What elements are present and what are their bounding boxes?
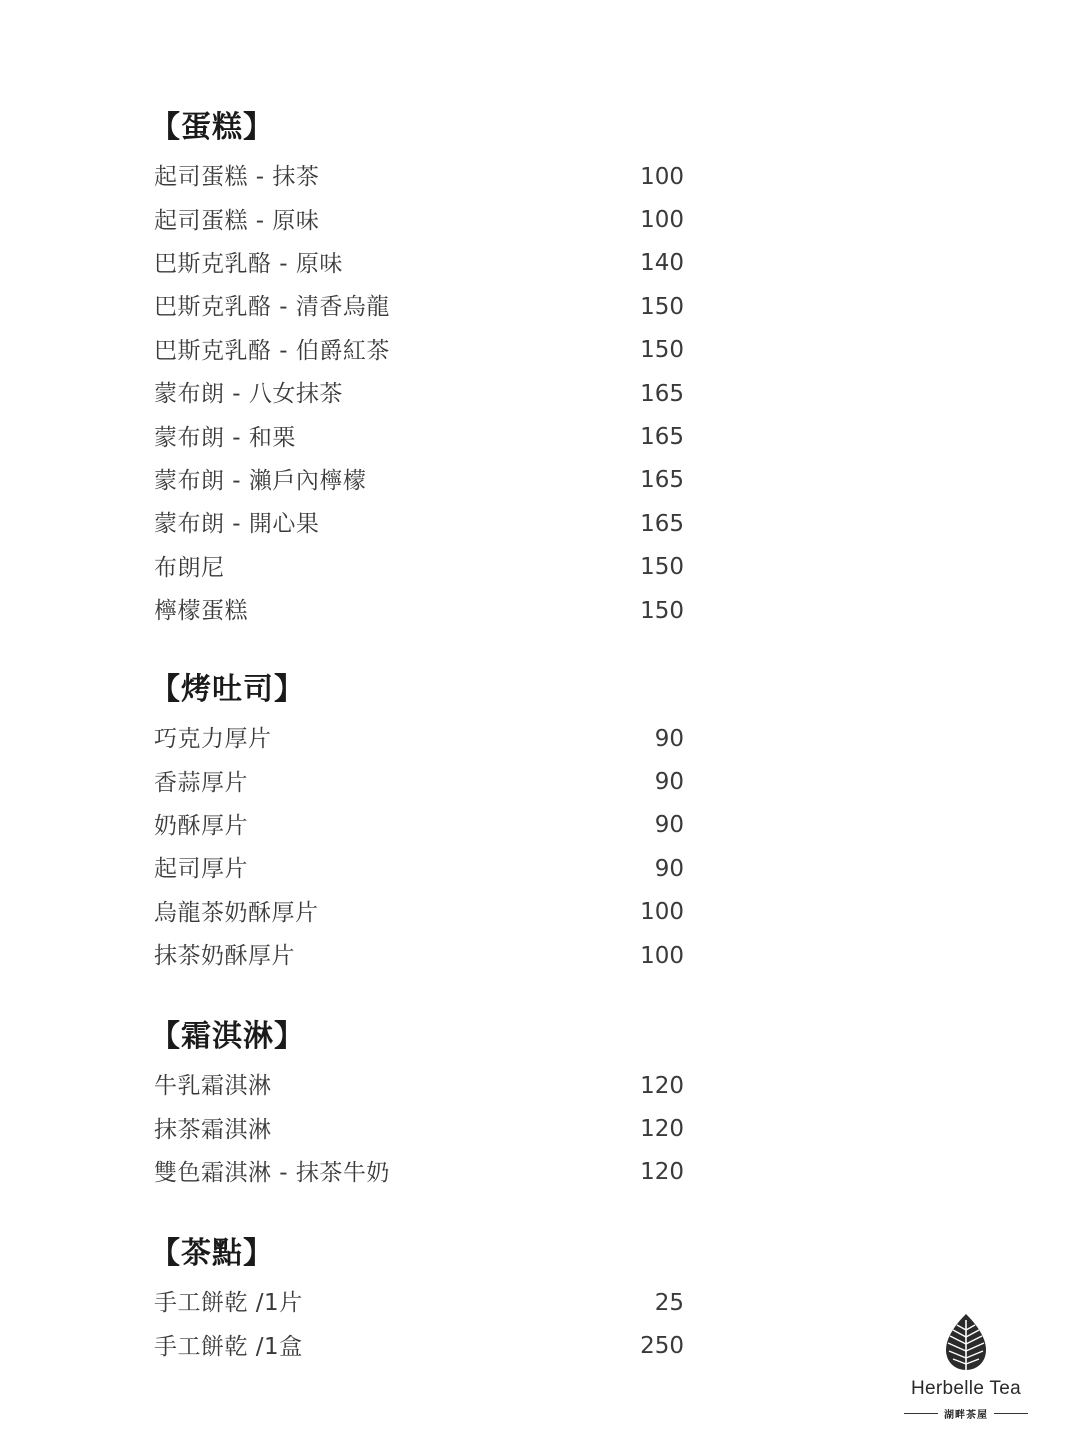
item-name: 起司蛋糕 - 抹茶 — [154, 164, 320, 191]
menu-item — [150, 327, 690, 370]
item-name: 起司蛋糕 - 原味 — [154, 207, 320, 234]
item-name: 巧克力厚片 — [154, 726, 272, 753]
menu-list — [150, 1279, 690, 1366]
item-price: 165 — [640, 510, 684, 537]
item-name: 蒙布朗 - 和栗 — [154, 424, 296, 451]
item-price: 140 — [640, 250, 684, 277]
item-name: 抹茶奶酥厚片 — [154, 943, 295, 970]
menu-item — [150, 932, 690, 975]
brand-subtitle: 湖畔茶屋 — [944, 1410, 988, 1421]
item-name: 抹茶霜淇淋 — [154, 1116, 272, 1143]
menu-list — [150, 1062, 690, 1192]
section-title: 【霜淇淋】 — [150, 1019, 305, 1054]
brand-logo — [896, 1312, 1036, 1421]
menu-item — [150, 1105, 690, 1148]
item-name: 手工餅乾 /1片 — [154, 1290, 303, 1317]
item-price: 100 — [640, 163, 684, 190]
item-price: 150 — [640, 293, 684, 320]
item-price: 165 — [640, 380, 684, 407]
item-price: 120 — [640, 1072, 684, 1099]
menu-item — [150, 1062, 690, 1105]
item-price: 250 — [640, 1333, 684, 1360]
item-name: 檸檬蛋糕 — [154, 598, 248, 625]
menu-item — [150, 283, 690, 326]
item-name: 奶酥厚片 — [154, 812, 248, 839]
menu-item — [150, 240, 690, 283]
menu-item — [150, 715, 690, 758]
divider-line — [904, 1413, 938, 1414]
menu-item — [150, 758, 690, 801]
menu-item — [150, 587, 690, 630]
item-name: 香蒜厚片 — [154, 769, 248, 796]
item-price: 120 — [640, 1116, 684, 1143]
item-name: 布朗尼 — [154, 554, 225, 581]
item-price: 90 — [654, 855, 684, 882]
item-name: 巴斯克乳酪 - 清香烏龍 — [154, 294, 390, 321]
section-soft-serve — [150, 1015, 690, 1192]
item-name: 牛乳霜淇淋 — [154, 1073, 272, 1100]
brand-subtitle-row — [896, 1406, 1036, 1421]
item-price: 90 — [654, 812, 684, 839]
brand-name: Herbelle Tea — [911, 1378, 1021, 1399]
item-price: 165 — [640, 424, 684, 451]
menu-item — [150, 802, 690, 845]
menu-item — [150, 153, 690, 196]
item-name: 烏龍茶奶酥厚片 — [154, 899, 319, 926]
item-name: 起司厚片 — [154, 856, 248, 883]
item-price: 100 — [640, 899, 684, 926]
menu-item — [150, 457, 690, 500]
item-name: 巴斯克乳酪 - 伯爵紅茶 — [154, 337, 390, 364]
section-title: 【蛋糕】 — [150, 110, 274, 145]
item-price: 100 — [640, 942, 684, 969]
item-price: 150 — [640, 337, 684, 364]
menu-item — [150, 544, 690, 587]
item-price: 100 — [640, 207, 684, 234]
item-name: 蒙布朗 - 八女抹茶 — [154, 381, 343, 408]
item-price: 120 — [640, 1159, 684, 1186]
menu-item — [150, 889, 690, 932]
menu-list — [150, 153, 690, 630]
menu-item — [150, 500, 690, 543]
menu-item — [150, 196, 690, 239]
section-cakes — [150, 106, 690, 630]
section-toast — [150, 668, 690, 975]
section-title: 【烤吐司】 — [150, 672, 305, 707]
divider-line — [994, 1413, 1028, 1414]
section-tea-snacks — [150, 1232, 690, 1366]
section-title: 【茶點】 — [150, 1236, 274, 1271]
item-price: 150 — [640, 597, 684, 624]
menu-item — [150, 845, 690, 888]
item-price: 25 — [654, 1289, 684, 1316]
leaf-icon — [942, 1312, 990, 1374]
item-price: 90 — [654, 725, 684, 752]
item-price: 90 — [654, 769, 684, 796]
item-name: 蒙布朗 - 瀨戶內檸檬 — [154, 467, 367, 494]
item-name: 雙色霜淇淋 - 抹茶牛奶 — [154, 1159, 390, 1186]
item-price: 150 — [640, 554, 684, 581]
menu-item — [150, 413, 690, 456]
item-price: 165 — [640, 467, 684, 494]
item-name: 蒙布朗 - 開心果 — [154, 511, 320, 538]
menu-list — [150, 715, 690, 975]
menu-item — [150, 370, 690, 413]
menu-item — [150, 1149, 690, 1192]
menu-item — [150, 1322, 690, 1365]
item-name: 手工餅乾 /1盒 — [154, 1333, 303, 1360]
menu-item — [150, 1279, 690, 1322]
item-name: 巴斯克乳酪 - 原味 — [154, 250, 343, 277]
